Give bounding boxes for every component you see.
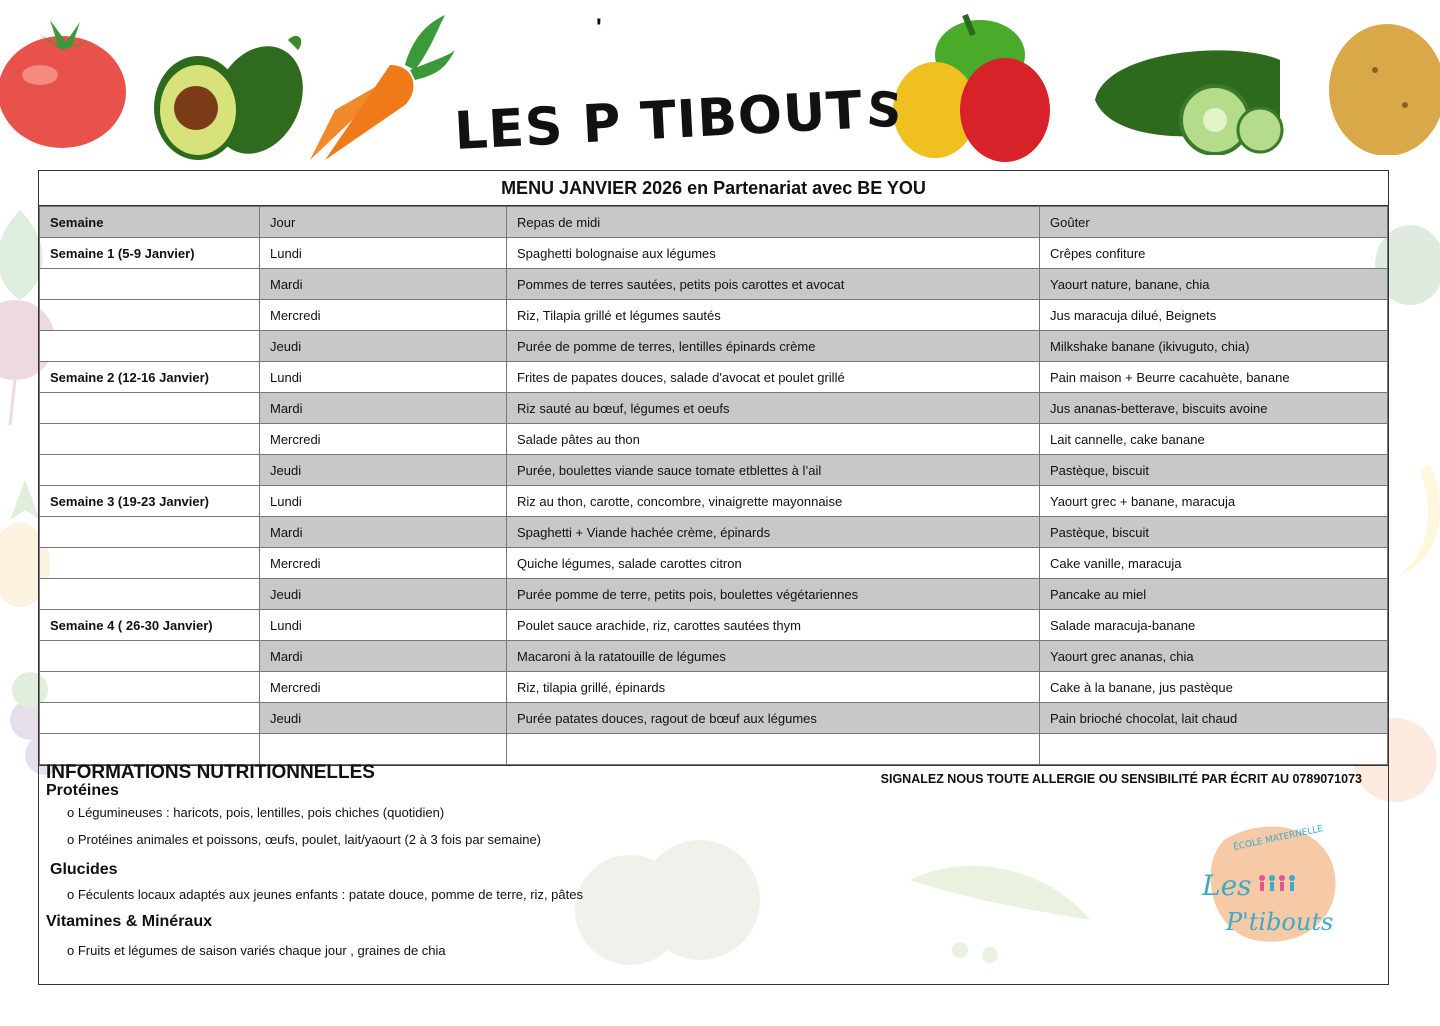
info-title: INFORMATIONS NUTRITIONNELLES (46, 762, 375, 783)
header-day: Jour (260, 207, 507, 238)
cell-week (40, 300, 260, 331)
vitamins-item: o Fruits et légumes de saison variés chaque jour , graines de chia (67, 943, 446, 958)
cell-snack: Jus maracuja dilué, Beignets (1040, 300, 1388, 331)
cell-snack: Lait cannelle, cake banane (1040, 424, 1388, 455)
cell-week: Semaine 4 ( 26-30 Janvier) (40, 610, 260, 641)
table-row (40, 455, 1388, 486)
proteins-item: o Légumineuses : haricots, pois, lentilles, pois chiches (quotidien) (67, 805, 445, 820)
cell-day: Mercredi (260, 548, 507, 579)
cell-lunch: Riz, tilapia grillé, épinards (507, 672, 1040, 703)
table-row (40, 393, 1388, 424)
cell-day: Mercredi (260, 672, 507, 703)
cell-day: Lundi (260, 238, 507, 269)
cell-day: Mercredi (260, 424, 507, 455)
header-snack: Goûter (1040, 207, 1388, 238)
table-header-row (40, 207, 1388, 238)
cell-day: Mardi (260, 393, 507, 424)
cell-week: Semaine 3 (19-23 Janvier) (40, 486, 260, 517)
cell-snack: Jus ananas-betterave, biscuits avoine (1040, 393, 1388, 424)
cell-day: Jeudi (260, 703, 507, 734)
tomato-illustration (0, 10, 130, 150)
school-logo (1194, 820, 1344, 950)
cell-week (40, 579, 260, 610)
table-row (40, 641, 1388, 672)
cell-day: Mercredi (260, 300, 507, 331)
table-row (40, 486, 1388, 517)
cell-lunch: Riz sauté au bœuf, légumes et oeufs (507, 393, 1040, 424)
table-row (40, 610, 1388, 641)
logo-top-text: ÉCOLE MATERNELLE (1232, 824, 1325, 853)
header-lunch: Repas de midi (507, 207, 1040, 238)
menu-table (38, 170, 1389, 766)
cell-week (40, 455, 260, 486)
table-row (40, 424, 1388, 455)
brand-mark: ' (596, 14, 602, 41)
cell-snack: Pastèque, biscuit (1040, 455, 1388, 486)
cell-week (40, 331, 260, 362)
table-row (40, 579, 1388, 610)
table-row (40, 300, 1388, 331)
cell-snack: Cake à la banane, jus pastèque (1040, 672, 1388, 703)
avocado-illustration (148, 20, 308, 160)
cell-lunch: Macaroni à la ratatouille de légumes (507, 641, 1040, 672)
cell-snack: Cake vanille, maracuja (1040, 548, 1388, 579)
cell-day: Lundi (260, 362, 507, 393)
nutrition-info (38, 756, 1389, 985)
brand-name: LES P TIBOUT (452, 80, 865, 162)
logo-line1: Les (1202, 869, 1252, 902)
allergy-notice: SIGNALEZ NOUS TOUTE ALLERGIE OU SENSIBILITÉ PAR ÉCRIT AU 0789071073 (880, 772, 1362, 786)
table-row (40, 362, 1388, 393)
cell-lunch: Purée patates douces, ragout de bœuf aux légumes (507, 703, 1040, 734)
cell-lunch: Spaghetti + Viande hachée crème, épinards (507, 517, 1040, 548)
cell-week (40, 424, 260, 455)
table-row (40, 269, 1388, 300)
potato-illustration (1315, 10, 1440, 155)
cell-week (40, 269, 260, 300)
cell-week (40, 548, 260, 579)
brand-name-last: S (864, 81, 905, 140)
peppers-illustration (885, 10, 1055, 165)
carbs-title: Glucides (50, 861, 118, 878)
cell-week (40, 703, 260, 734)
cell-snack: Crêpes confiture (1040, 238, 1388, 269)
table-row (40, 548, 1388, 579)
cell-lunch: Quiche légumes, salade carottes citron (507, 548, 1040, 579)
cell-week (40, 393, 260, 424)
cell-day: Mardi (260, 269, 507, 300)
cell-snack: Pain maison + Beurre cacahuète, banane (1040, 362, 1388, 393)
cell-snack: Milkshake banane (ikivuguto, chia) (1040, 331, 1388, 362)
cell-lunch: Purée, boulettes viande sauce tomate etblettes à l’ail (507, 455, 1040, 486)
cell-day: Lundi (260, 610, 507, 641)
brand-title (452, 80, 905, 176)
banana-decoration (1390, 460, 1440, 580)
table-row (40, 703, 1388, 734)
cell-lunch: Pommes de terres sautées, petits pois carottes et avocat (507, 269, 1040, 300)
cell-snack: Pastèque, biscuit (1040, 517, 1388, 548)
cell-day: Jeudi (260, 331, 507, 362)
cell-lunch: Spaghetti bolognaise aux légumes (507, 238, 1040, 269)
cell-week: Semaine 2 (12-16 Janvier) (40, 362, 260, 393)
header-week: Semaine (40, 207, 260, 238)
cell-week (40, 517, 260, 548)
cucumber-illustration (1085, 40, 1285, 155)
table-row (40, 238, 1388, 269)
logo-line2: P'tibouts (1226, 908, 1334, 936)
cell-day: Jeudi (260, 455, 507, 486)
proteins-item: o Protéines animales et poissons, œufs, poulet, lait/yaourt (2 à 3 fois par semaine) (67, 832, 542, 847)
proteins-title: Protéines (46, 782, 119, 799)
cell-snack: Pain brioché chocolat, lait chaud (1040, 703, 1388, 734)
cell-week (40, 641, 260, 672)
cell-snack: Pancake au miel (1040, 579, 1388, 610)
cell-snack: Yaourt grec + banane, maracuja (1040, 486, 1388, 517)
menu-title: MENU JANVIER 2026 en Partenariat avec BE YOU (39, 171, 1388, 206)
cell-snack: Salade maracuja-banane (1040, 610, 1388, 641)
cell-day: Jeudi (260, 579, 507, 610)
cell-lunch: Purée pomme de terre, petits pois, boulettes végétariennes (507, 579, 1040, 610)
vitamins-title: Vitamines & Minéraux (46, 913, 212, 930)
cell-week: Semaine 1 (5-9 Janvier) (40, 238, 260, 269)
cell-lunch: Riz au thon, carotte, concombre, vinaigrette mayonnaise (507, 486, 1040, 517)
cell-lunch: Poulet sauce arachide, riz, carottes sautées thym (507, 610, 1040, 641)
cell-day: Lundi (260, 486, 507, 517)
cell-lunch: Riz, Tilapia grillé et légumes sautés (507, 300, 1040, 331)
cell-lunch: Salade pâtes au thon (507, 424, 1040, 455)
table-row (40, 672, 1388, 703)
cell-day: Mardi (260, 641, 507, 672)
cell-snack: Yaourt grec ananas, chia (1040, 641, 1388, 672)
table-row (40, 517, 1388, 548)
cell-lunch: Purée de pomme de terres, lentilles épinards crème (507, 331, 1040, 362)
carbs-item: o Féculents locaux adaptés aux jeunes enfants : patate douce, pomme de terre, riz, pâtes (67, 887, 583, 902)
carrot-illustration (305, 10, 460, 165)
menu-grid (39, 206, 1388, 765)
cell-week (40, 672, 260, 703)
cell-lunch: Frites de papates douces, salade d'avocat et poulet grillé (507, 362, 1040, 393)
table-row (40, 331, 1388, 362)
cell-day: Mardi (260, 517, 507, 548)
cell-snack: Yaourt nature, banane, chia (1040, 269, 1388, 300)
